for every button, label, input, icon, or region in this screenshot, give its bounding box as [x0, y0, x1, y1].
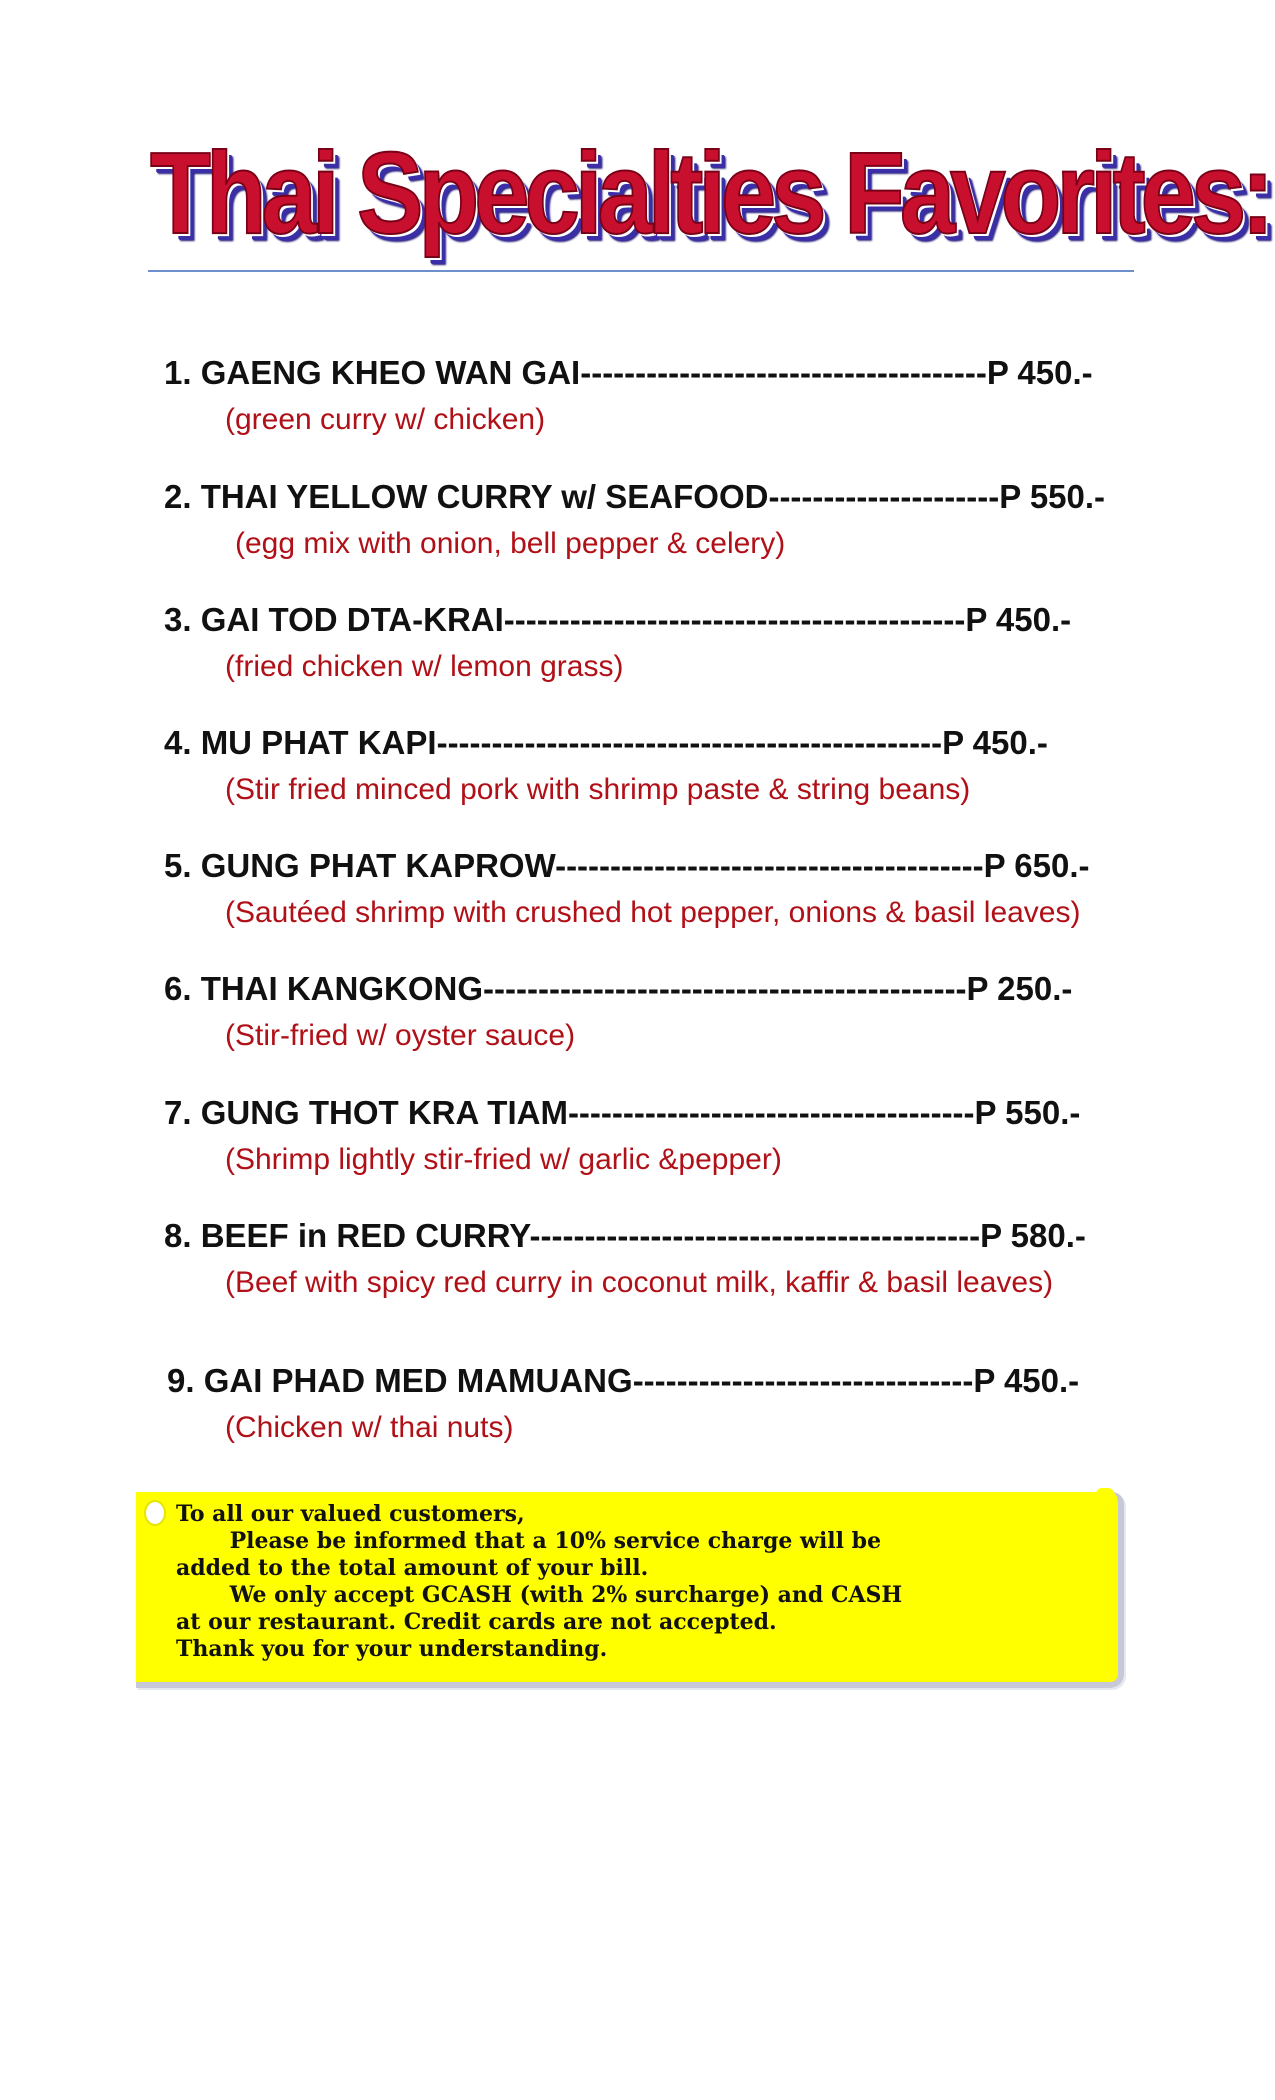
menu-item-name: 1. GAENG KHEO WAN GAI	[164, 354, 581, 391]
menu-item-price: P 550.-	[974, 1094, 1081, 1131]
menu-item-price: P 580.-	[980, 1217, 1086, 1254]
scroll-curl-icon	[144, 1500, 166, 1526]
menu-item	[0, 964, 1275, 1074]
menu-item-line	[164, 964, 1072, 1014]
menu-item-name: 3. GAI TOD DTA-KRAI	[164, 601, 504, 638]
menu-item-line	[164, 1211, 1086, 1261]
menu-item-price: P 450.-	[942, 724, 1048, 761]
menu-item-price: P 450.-	[965, 601, 1072, 638]
menu-title: Thai Specialties Favorites:	[150, 128, 1270, 258]
menu-item-name: 5. GUNG PHAT KAPROW	[164, 847, 556, 884]
menu-item-leader: ------------------------------------------	[503, 601, 966, 638]
menu-item-leader: ---------------------	[768, 478, 1000, 515]
menu-item-description: (Sautéed shrimp with crushed hot pepper, onions & basil leaves)	[225, 896, 1081, 929]
menu-item-line	[164, 1088, 1080, 1138]
menu-item-line	[164, 348, 1093, 398]
menu-item-description: (fried chicken w/ lemon grass)	[225, 650, 624, 683]
menu-item-leader: ----------------------------------------------	[436, 724, 943, 761]
menu-item	[0, 1088, 1275, 1198]
menu-item-description: (Beef with spicy red curry in coconut milk, kaffir & basil leaves)	[225, 1266, 1054, 1299]
menu-item-name: 6. THAI KANGKONG	[164, 970, 484, 1007]
menu-item-description: (Chicken w/ thai nuts)	[225, 1411, 514, 1444]
menu-item	[0, 348, 1275, 458]
menu-item-description: (Shrimp lightly stir-fried w/ garlic &pepper)	[225, 1143, 782, 1176]
menu-item-leader: --------------------------------------------	[483, 970, 967, 1007]
menu-item-line	[164, 718, 1048, 768]
menu-item-description: (egg mix with onion, bell pepper & celery)	[235, 527, 786, 560]
notice-line: Thank you for your understanding.	[176, 1636, 608, 1662]
menu-item-price: P 550.-	[999, 478, 1106, 515]
menu-item-price: P 250.-	[966, 970, 1073, 1007]
menu-item-description: (Stir fried minced pork with shrimp paste & string beans)	[225, 773, 971, 806]
menu-item-name: 4. MU PHAT KAPI	[164, 724, 437, 761]
menu-item	[0, 1356, 1275, 1466]
notice-line: We only accept GCASH (with 2% surcharge) and CASH	[176, 1582, 903, 1608]
menu-item	[0, 841, 1275, 951]
menu-item-line	[164, 472, 1105, 522]
menu-item-leader: -----------------------------------------	[529, 1217, 981, 1254]
notice-line: added to the total amount of your bill.	[176, 1555, 649, 1581]
menu-item-line	[164, 841, 1089, 891]
menu-item-description: (green curry w/ chicken)	[225, 403, 546, 436]
menu-item-leader: -------------------------------------	[567, 1094, 975, 1131]
menu-item-line	[167, 1356, 1079, 1406]
menu-item-price: P 450.-	[986, 354, 1093, 391]
menu-item-name: 2. THAI YELLOW CURRY w/ SEAFOOD	[164, 478, 769, 515]
menu-item-name: 9. GAI PHAD MED MAMUANG	[167, 1362, 633, 1399]
notice-banner-tab	[1096, 1488, 1114, 1498]
notice-text	[176, 1501, 1106, 1663]
menu-item-price: P 450.-	[973, 1362, 1080, 1399]
menu-item	[0, 595, 1275, 705]
menu-item-line	[164, 595, 1071, 645]
menu-item-leader: -------------------------------------	[580, 354, 987, 391]
notice-line: at our restaurant. Credit cards are not accepted.	[176, 1609, 777, 1635]
notice-line: Please be informed that a 10% service charge will be	[176, 1528, 882, 1554]
menu-item	[0, 1211, 1275, 1321]
menu-item	[0, 718, 1275, 828]
menu-item-description: (Stir-fried w/ oyster sauce)	[225, 1019, 576, 1052]
menu-item	[0, 472, 1275, 582]
menu-item-name: 7. GUNG THOT KRA TIAM	[164, 1094, 568, 1131]
menu-item-leader: ---------------------------------------	[555, 847, 984, 884]
menu-item-name: 8. BEEF in RED CURRY	[164, 1217, 530, 1254]
menu-item-leader: -------------------------------	[632, 1362, 974, 1399]
menu-item-price: P 650.-	[983, 847, 1090, 884]
notice-line: To all our valued customers,	[176, 1501, 525, 1527]
